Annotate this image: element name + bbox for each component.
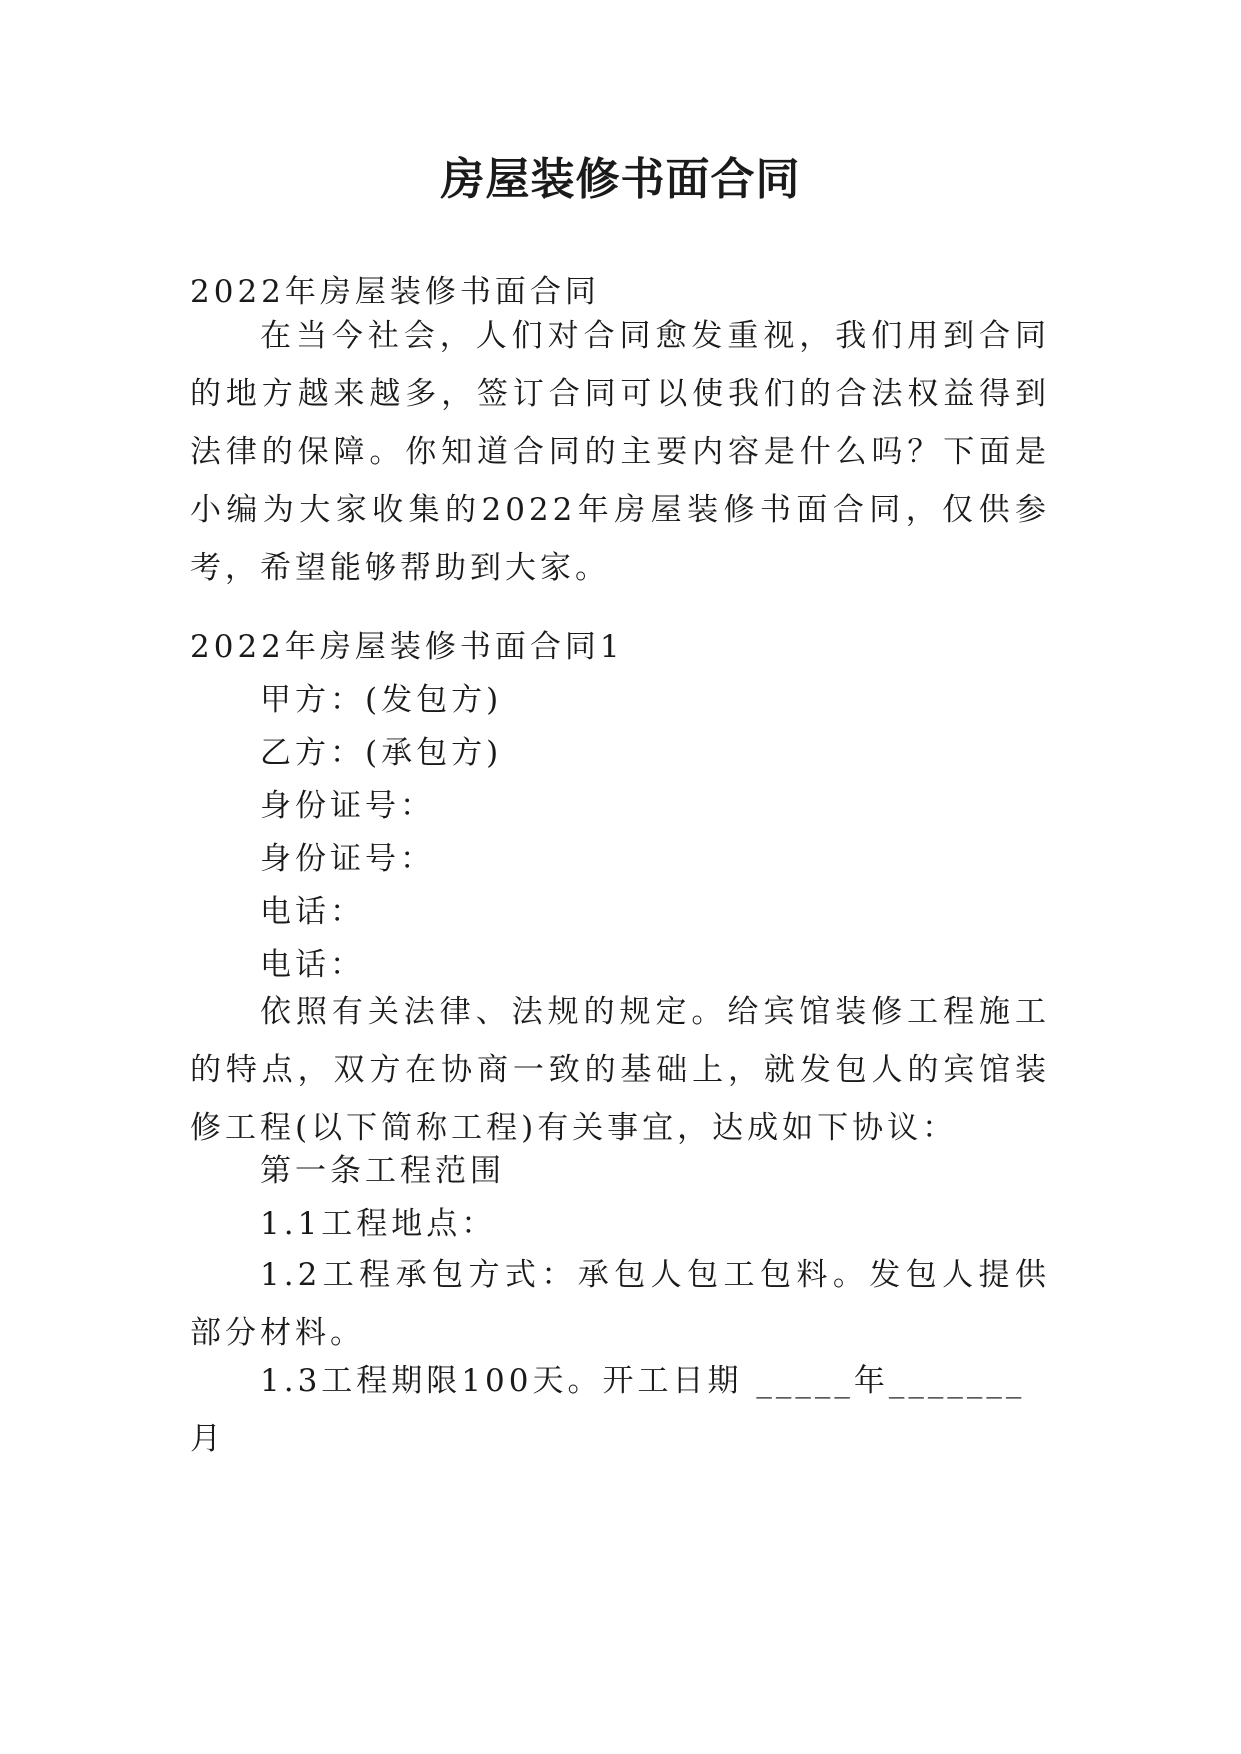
item-1-2: 1.2工程承包方式：承包人包工包料。发包人提供部分材料。 bbox=[190, 1257, 1050, 1351]
item-1-1: 1.1工程地点： bbox=[260, 1206, 497, 1242]
id-number-a-line: 身份证号： bbox=[260, 788, 435, 824]
party-a-line: 甲方：(发包方) bbox=[260, 682, 503, 718]
party-b-line: 乙方：(承包方) bbox=[260, 735, 503, 771]
document-subtitle: 2022年房屋装修书面合同 bbox=[190, 274, 600, 310]
preamble-paragraph: 依照有关法律、法规的规定。给宾馆装修工程施工的特点，双方在协商一致的基础上，就发包人的宾馆装修工程(以下简称工程)有关事宜，达成如下协议： bbox=[190, 994, 1050, 1146]
id-number-b-line: 身份证号： bbox=[260, 841, 435, 877]
document-title: 房屋装修书面合同 bbox=[440, 154, 801, 205]
phone-a-line: 电话： bbox=[260, 894, 365, 930]
section-heading: 2022年房屋装修书面合同1 bbox=[190, 629, 624, 665]
phone-b-line: 电话： bbox=[260, 947, 365, 983]
item-1-3: 1.3工程期限100天。开工日期 _____年_______月 bbox=[190, 1363, 1026, 1457]
article-1-heading: 第一条工程范围 bbox=[260, 1153, 505, 1189]
intro-paragraph: 在当今社会，人们对合同愈发重视，我们用到合同的地方越来越多，签订合同可以使我们的合法权益得到法律的保障。你知道合同的主要内容是什么吗？下面是小编为大家收集的2022年房屋装修书面合同，仅供参考，希望能够帮助到大家。 bbox=[190, 318, 1050, 586]
